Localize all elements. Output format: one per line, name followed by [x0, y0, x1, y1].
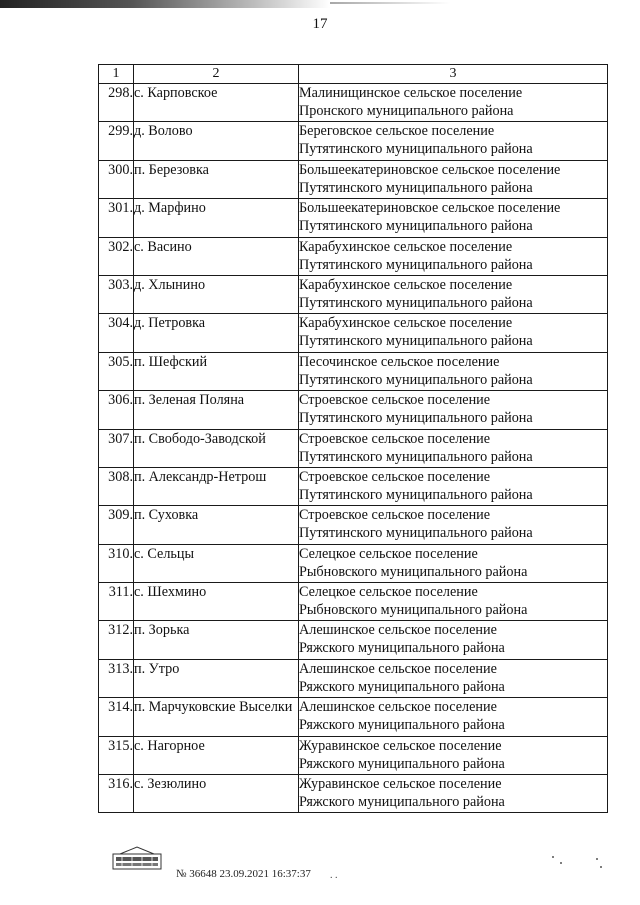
settlement-municipality-name: Алешинское сельское поселение: [299, 622, 497, 639]
table-row: [99, 698, 608, 736]
district-name: Рыбновского муниципального района: [299, 602, 528, 619]
district-name: Путятинского муниципального района: [299, 179, 533, 196]
settlement-name: п. Марчуковские Выселки: [134, 698, 299, 736]
municipality-cell: [299, 237, 608, 275]
column-header-place: 2: [134, 65, 299, 84]
settlement-name: п. Шефский: [134, 352, 299, 390]
table-row: [99, 467, 608, 505]
district-name: Ряжского муниципального района: [299, 640, 505, 657]
settlement-municipality-name: Строевское сельское поселение: [299, 392, 491, 409]
municipality-cell: [299, 583, 608, 621]
settlement-municipality-name: Карабухинское сельское поселение: [299, 315, 513, 332]
table-row: [99, 352, 608, 390]
table-row: [99, 160, 608, 198]
settlement-municipality-name: Карабухинское сельское поселение: [299, 238, 513, 255]
table-row: [99, 199, 608, 237]
table-row: [99, 391, 608, 429]
registration-stamp-icon: [112, 846, 162, 870]
row-number: 308.: [99, 467, 134, 505]
footer-marks: . .: [330, 870, 338, 881]
table-row: [99, 314, 608, 352]
table-row: [99, 621, 608, 659]
settlement-name: с. Шехмино: [134, 583, 299, 621]
scan-speck: [552, 856, 554, 858]
municipality-cell: [299, 544, 608, 582]
scan-speck: [560, 862, 562, 864]
row-number: 299.: [99, 122, 134, 160]
settlement-municipality-name: Селецкое сельское поселение: [299, 584, 478, 601]
row-number: 315.: [99, 736, 134, 774]
table-row: [99, 237, 608, 275]
district-name: Путятинского муниципального района: [299, 333, 533, 350]
settlement-name: д. Волово: [134, 122, 299, 160]
table-row: [99, 122, 608, 160]
table-row: [99, 506, 608, 544]
district-name: Путятинского муниципального района: [299, 141, 533, 158]
settlement-municipality-name: Селецкое сельское поселение: [299, 545, 478, 562]
row-number: 302.: [99, 237, 134, 275]
table-row: [99, 736, 608, 774]
district-name: Путятинского муниципального района: [299, 525, 533, 542]
settlement-name: д. Петровка: [134, 314, 299, 352]
municipality-cell: [299, 84, 608, 122]
settlement-name: п. Александр-Нетрош: [134, 467, 299, 505]
settlement-municipality-name: Строевское сельское поселение: [299, 430, 491, 447]
settlement-municipality-name: Алешинское сельское поселение: [299, 699, 497, 716]
scan-speck: [600, 866, 602, 868]
district-name: Путятинского муниципального района: [299, 256, 533, 273]
settlement-municipality-name: Береговское сельское поселение: [299, 123, 495, 140]
settlement-municipality-name: Журавинское сельское поселение: [299, 737, 502, 754]
settlement-municipality-name: Строевское сельское поселение: [299, 507, 491, 524]
scan-artifact: [0, 0, 330, 8]
settlement-name: п. Свободо-Заводской: [134, 429, 299, 467]
row-number: 316.: [99, 775, 134, 813]
settlement-municipality-name: Малинищинское сельское поселение: [299, 85, 523, 101]
municipality-cell: [299, 391, 608, 429]
settlement-name: с. Зезюлино: [134, 775, 299, 813]
registration-stamp-text: № 36648 23.09.2021 16:37:37: [176, 868, 311, 880]
table-row: [99, 429, 608, 467]
district-name: Путятинского муниципального района: [299, 294, 533, 311]
settlement-municipality-name: Алешинское сельское поселение: [299, 660, 497, 677]
municipality-cell: [299, 122, 608, 160]
district-name: Ряжского муниципального района: [299, 755, 505, 772]
district-name: Путятинского муниципального района: [299, 486, 533, 503]
column-header-number: 1: [99, 65, 134, 84]
settlement-name: с. Карповское: [134, 84, 299, 122]
settlement-name: п. Утро: [134, 659, 299, 697]
municipality-cell: [299, 621, 608, 659]
settlement-municipality-name: Журавинское сельское поселение: [299, 776, 502, 793]
district-name: Путятинского муниципального района: [299, 371, 533, 388]
row-number: 304.: [99, 314, 134, 352]
district-name: Путятинского муниципального района: [299, 410, 533, 427]
row-number: 300.: [99, 160, 134, 198]
settlement-name: п. Зеленая Поляна: [134, 391, 299, 429]
row-number: 311.: [99, 583, 134, 621]
row-number: 314.: [99, 698, 134, 736]
municipality-cell: [299, 659, 608, 697]
row-number: 309.: [99, 506, 134, 544]
settlement-name: д. Хлынино: [134, 275, 299, 313]
municipality-cell: [299, 314, 608, 352]
settlement-name: п. Зорька: [134, 621, 299, 659]
row-number: 313.: [99, 659, 134, 697]
row-number: 312.: [99, 621, 134, 659]
registry-table: [98, 64, 608, 813]
municipality-cell: [299, 160, 608, 198]
table-row: [99, 275, 608, 313]
municipality-cell: [299, 506, 608, 544]
scan-speck: [596, 858, 598, 860]
district-name: Пронского муниципального района: [299, 103, 514, 119]
municipality-cell: [299, 429, 608, 467]
table-row: [99, 659, 608, 697]
settlement-municipality-name: Строевское сельское поселение: [299, 468, 491, 485]
row-number: 305.: [99, 352, 134, 390]
municipality-cell: [299, 199, 608, 237]
row-number: 303.: [99, 275, 134, 313]
settlement-municipality-name: Большеекатериновское сельское поселение: [299, 200, 561, 217]
row-number: 310.: [99, 544, 134, 582]
municipality-cell: [299, 698, 608, 736]
municipality-cell: [299, 467, 608, 505]
table-row: [99, 775, 608, 813]
municipality-cell: [299, 775, 608, 813]
settlement-name: д. Марфино: [134, 199, 299, 237]
district-name: Ряжского муниципального района: [299, 678, 505, 695]
settlement-name: п. Суховка: [134, 506, 299, 544]
settlement-municipality-name: Песочинское сельское поселение: [299, 353, 500, 370]
row-number: 307.: [99, 429, 134, 467]
row-number: 298.: [99, 84, 134, 122]
district-name: Рыбновского муниципального района: [299, 563, 528, 580]
settlement-name: с. Нагорное: [134, 736, 299, 774]
table-row: [99, 84, 608, 122]
municipality-cell: [299, 275, 608, 313]
settlement-name: п. Березовка: [134, 160, 299, 198]
municipality-cell: [299, 352, 608, 390]
page-number: 17: [312, 16, 328, 32]
settlement-municipality-name: Большеекатериновское сельское поселение: [299, 161, 561, 178]
settlement-municipality-name: Карабухинское сельское поселение: [299, 276, 513, 293]
row-number: 301.: [99, 199, 134, 237]
settlement-name: с. Васино: [134, 237, 299, 275]
settlement-name: с. Сельцы: [134, 544, 299, 582]
district-name: Путятинского муниципального района: [299, 218, 533, 235]
row-number: 306.: [99, 391, 134, 429]
scan-artifact: [330, 2, 450, 4]
table-header-row: [99, 65, 608, 84]
municipality-cell: [299, 736, 608, 774]
table-row: [99, 583, 608, 621]
column-header-municipality: 3: [299, 65, 608, 84]
district-name: Путятинского муниципального района: [299, 448, 533, 465]
district-name: Ряжского муниципального района: [299, 794, 505, 811]
district-name: Ряжского муниципального района: [299, 717, 505, 734]
table-row: [99, 544, 608, 582]
